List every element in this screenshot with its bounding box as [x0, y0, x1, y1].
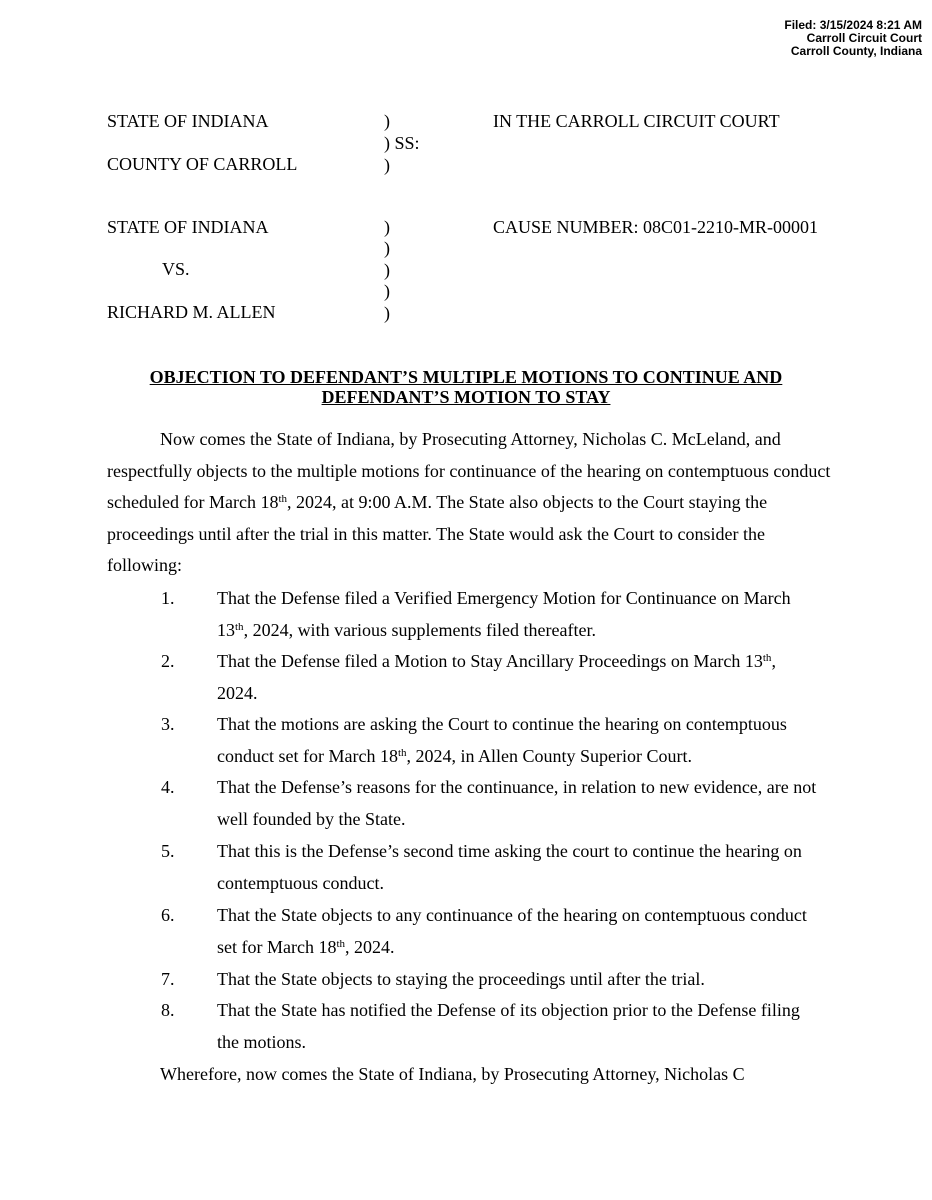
list-item-number: 2.	[161, 651, 175, 671]
list-item-text: That the State objects to staying the proceedings until after the trial.	[217, 969, 705, 989]
filed-county: Carroll County, Indiana	[790, 44, 922, 58]
filed-date: Filed: 3/15/2024 8:21 AM	[784, 18, 922, 32]
document-title	[0, 367, 932, 407]
caption-paren: )	[384, 155, 390, 175]
list-item-number: 8.	[161, 1000, 175, 1020]
caption-paren: )	[384, 111, 390, 131]
list-item-text: That the Defense filed a Verified Emergency Motion for Continuance on March 13th, 2024, with various supplements filed thereafter.	[217, 588, 791, 640]
title-line-1: OBJECTION TO DEFENDANT’S MULTIPLE MOTIONS TO CONTINUE AND	[149, 367, 783, 387]
caption-paren: )	[384, 260, 390, 280]
list-item-number: 7.	[161, 969, 175, 989]
caption-ss: ) SS:	[384, 133, 420, 153]
list-item-number: 6.	[161, 905, 175, 925]
list-item-text: That the State has notified the Defense of its objection prior to the Defense filing the motions.	[217, 1000, 800, 1052]
wherefore-text: Wherefore, now comes the State of Indiana, by Prosecuting Attorney, Nicholas C	[160, 1064, 745, 1084]
caption-paren: )	[384, 281, 390, 301]
list-item-number: 5.	[161, 841, 175, 861]
intro-paragraph	[107, 424, 832, 582]
intro-superscript: th	[278, 493, 288, 506]
plaintiff-name: STATE OF INDIANA	[107, 217, 269, 237]
list-item-number: 4.	[161, 777, 175, 797]
list-item-text: That the Defense filed a Motion to Stay Ancillary Proceedings on March 13th, 2024.	[217, 651, 776, 703]
caption-paren: )	[384, 217, 390, 237]
intro-text-a: Now comes the State of Indiana, by Prosecuting Attorney, Nicholas C. McLeland, and respectfully objects to the multiple motions for continuance of the hearing on contemptuous conduct scheduled for March 18	[107, 429, 831, 513]
caption-paren: )	[384, 238, 390, 258]
intro-text-b: , 2024, at 9:00 A.M. The State also objects to the Court staying the proceedings until after the trial in this matter. The State would ask the Court to consider the following:	[107, 492, 768, 576]
caption-paren: )	[384, 303, 390, 323]
filing-stamp	[784, 19, 922, 58]
defendant-name: RICHARD M. ALLEN	[107, 302, 276, 322]
list-item-text: That the State objects to any continuance of the hearing on contemptuous conduct set for March 18th, 2024.	[217, 905, 807, 957]
filed-court: Carroll Circuit Court	[806, 31, 922, 45]
list-item-text: That the Defense’s reasons for the continuance, in relation to new evidence, are not well founded by the State.	[217, 777, 817, 829]
wherefore-paragraph	[107, 1059, 832, 1091]
court-name: IN THE CARROLL CIRCUIT COURT	[493, 111, 780, 131]
list-item-text: That the motions are asking the Court to continue the hearing on contemptuous conduct set for March 18th, 2024, in Allen County Superior Court.	[217, 714, 787, 766]
caption-county: COUNTY OF CARROLL	[107, 154, 298, 174]
cause-number: CAUSE NUMBER: 08C01-2210-MR-00001	[493, 217, 819, 237]
list-item-number: 1.	[161, 588, 175, 608]
title-line-2: DEFENDANT’S MOTION TO STAY	[321, 387, 611, 407]
versus-label: VS.	[162, 259, 190, 279]
list-item-text: That this is the Defense’s second time asking the court to continue the hearing on contemptuous conduct.	[217, 841, 802, 893]
caption-state: STATE OF INDIANA	[107, 111, 269, 131]
list-item-number: 3.	[161, 714, 175, 734]
